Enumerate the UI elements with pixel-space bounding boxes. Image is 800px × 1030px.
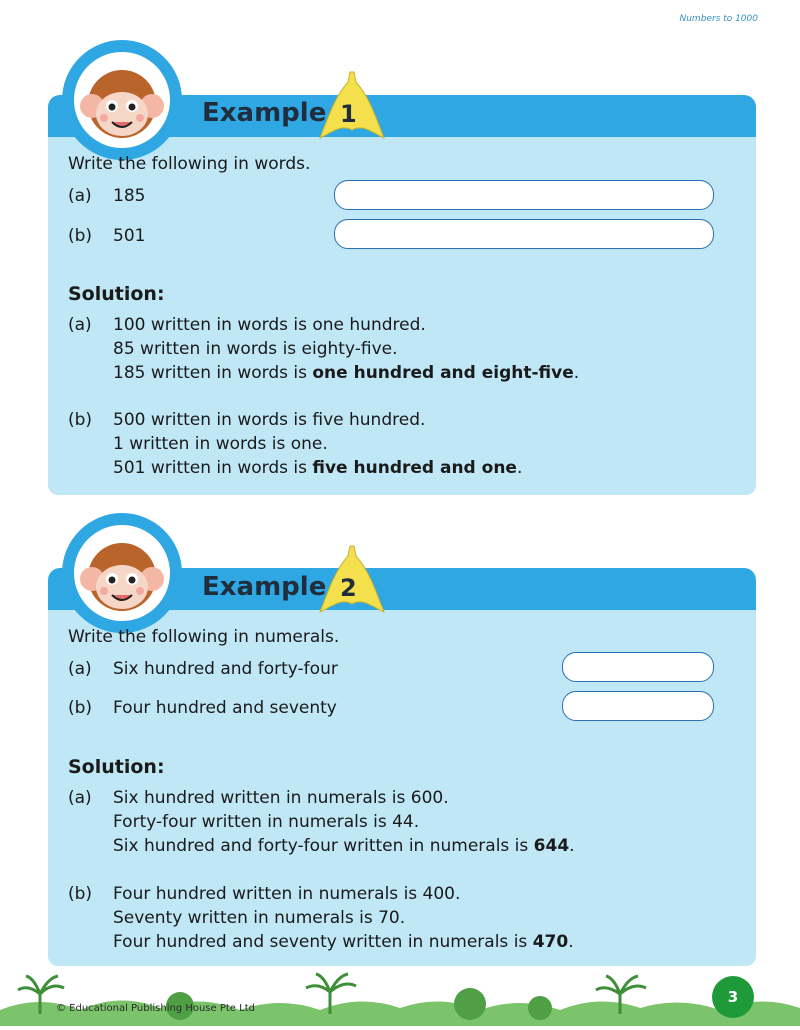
example-2-solution-b-line-3	[113, 932, 574, 952]
copyright-text: © Educational Publishing House Pte Ltd	[56, 1003, 255, 1014]
example-2-solution-b-answer: 470	[532, 932, 569, 952]
example-2-solution-b-line-1: Four hundred written in numerals is 400.	[113, 884, 461, 904]
example-1-solution-b-line-3-text: 501 written in words is	[113, 458, 313, 478]
example-2-solution-a-period: .	[569, 836, 575, 856]
example-2-solution-b-period: .	[568, 932, 574, 952]
example-2-solution-b-line-3-text: Four hundred and seventy written in numerals is	[113, 932, 533, 952]
example-1-solution-a-answer: one hundred and eight-five	[312, 363, 574, 383]
example-1-monkey-badge	[62, 40, 182, 160]
example-1-solution-a-line-2: 85 written in words is eighty-five.	[113, 339, 398, 359]
example-1-solution-a-line-1: 100 written in words is one hundred.	[113, 315, 426, 335]
example-1-solution-b-line-1: 500 written in words is five hundred.	[113, 410, 426, 430]
example-2-solution-a-line-3	[113, 836, 575, 856]
example-1-answer-b-box[interactable]	[334, 219, 714, 249]
example-2-item-b-label: (b)	[68, 698, 93, 718]
example-2-solution-a-answer: 644	[533, 836, 570, 856]
monkey-mascot-icon	[74, 525, 170, 621]
example-2-solution-a-label: (a)	[68, 788, 92, 808]
example-1-solution-b-line-2: 1 written in words is one.	[113, 434, 328, 454]
example-2-answer-b-box[interactable]	[562, 691, 714, 721]
monkey-mascot-icon	[74, 52, 170, 148]
example-1-solution-b-line-3	[113, 458, 522, 478]
example-2-solution-b-line-2: Seventy written in numerals is 70.	[113, 908, 406, 928]
example-1-item-b-text: 501	[113, 226, 146, 246]
example-1-number: 1	[340, 100, 357, 128]
example-1-solution-b-period: .	[516, 458, 523, 478]
example-2-answer-a-box[interactable]	[562, 652, 714, 682]
running-head: Numbers to 1000	[679, 14, 758, 24]
example-1-solution-b-answer: five hundred and one	[312, 458, 517, 478]
example-2-solution-a-line-3-text: Six hundred and forty-four written in numerals is	[113, 836, 534, 856]
example-1-item-a-text: 185	[113, 186, 146, 206]
example-2-item-a-text: Six hundred and forty-four	[113, 659, 338, 679]
example-2-solution-a-line-2: Forty-four written in numerals is 44.	[113, 812, 420, 832]
example-1-prompt: Write the following in words.	[68, 154, 311, 174]
example-1-title: Example	[202, 98, 327, 128]
example-1-solution-a-period: .	[573, 363, 580, 383]
example-2-solution-a-line-1: Six hundred written in numerals is 600.	[113, 788, 449, 808]
example-1-item-a-label: (a)	[68, 186, 92, 206]
example-1-solution-a-label: (a)	[68, 315, 92, 335]
palm-tree-icon	[0, 954, 800, 1026]
example-2-number: 2	[340, 574, 357, 602]
example-1-solution-b-label: (b)	[68, 410, 93, 430]
example-1-solution-heading: Solution:	[68, 283, 165, 305]
example-2-solution-b-label: (b)	[68, 884, 93, 904]
example-1-item-b-label: (b)	[68, 226, 93, 246]
example-2-item-b-text: Four hundred and seventy	[113, 698, 337, 718]
example-1-solution-a-line-3-text: 185 written in words is	[113, 363, 313, 383]
example-2-item-a-label: (a)	[68, 659, 92, 679]
footer	[0, 954, 800, 1026]
example-2-solution-heading: Solution:	[68, 756, 165, 778]
example-2-title: Example	[202, 572, 327, 602]
page-number: 3	[712, 976, 754, 1018]
example-1-answer-a-box[interactable]	[334, 180, 714, 210]
example-1-solution-a-line-3	[113, 363, 579, 383]
example-2-monkey-badge	[62, 513, 182, 633]
example-2-prompt: Write the following in numerals.	[68, 627, 340, 647]
